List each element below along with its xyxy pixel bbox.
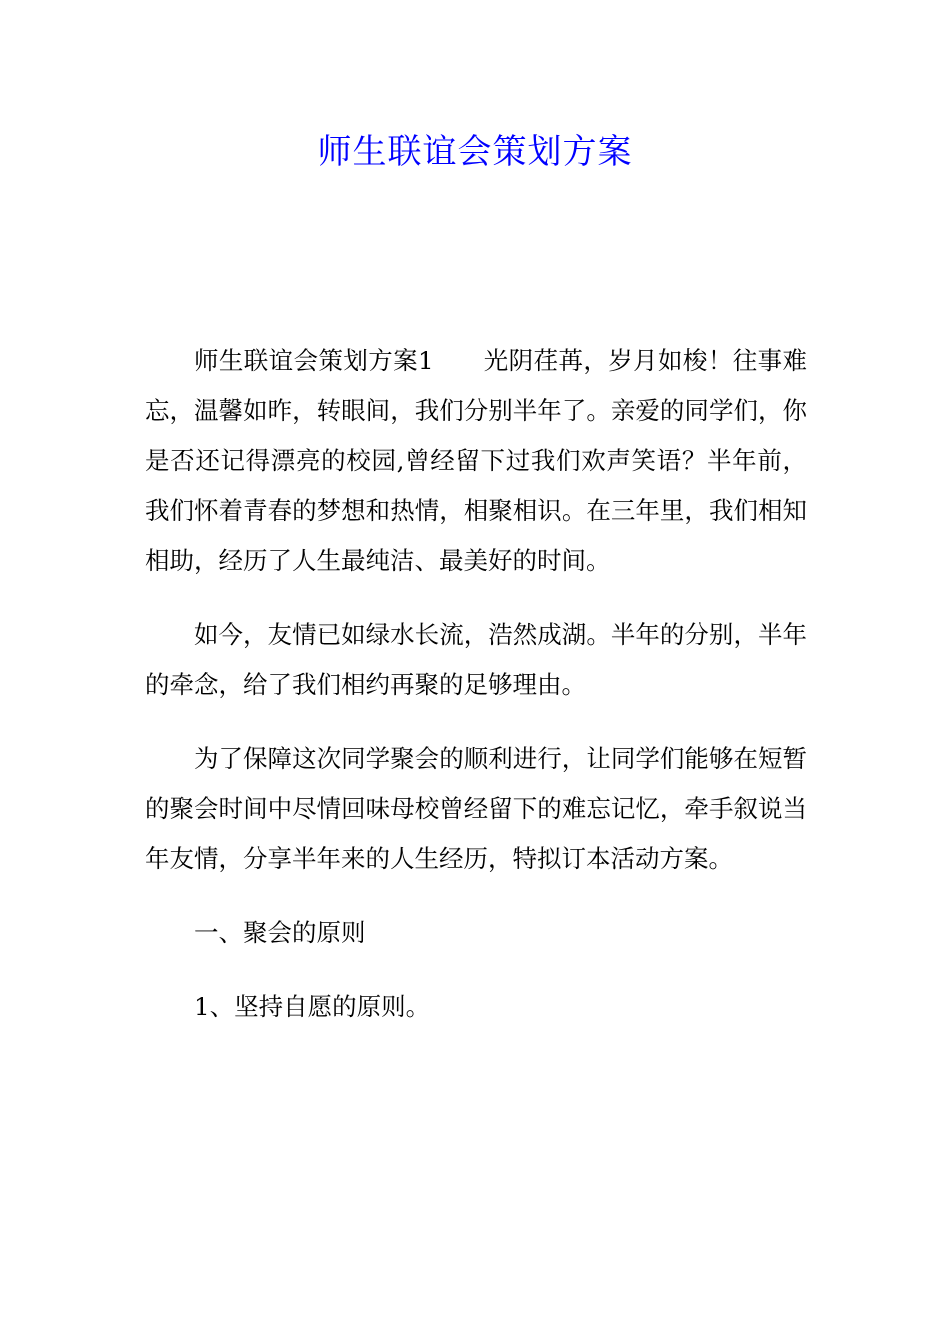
list-item-voluntary: 1、坚持自愿的原则。 bbox=[194, 992, 431, 1021]
section-heading-principles: 一、聚会的原则 bbox=[194, 918, 366, 947]
paragraph-intro: 师生联谊会策划方案1 光阴荏苒，岁月如梭！往事难忘，温馨如昨，转眼间，我们分别半年了。亲爱的同学们，你是否还记得漂亮的校园,曾经留下过我们欢声笑语？半年前，我们怀着青春的梦想和热情，相聚相识。在三年里，我们相知相助，经历了人生最纯洁、最美好的时间。 bbox=[145, 346, 807, 575]
paragraph-purpose: 为了保障这次同学聚会的顺利进行，让同学们能够在短暂的聚会时间中尽情回味母校曾经留下的难忘记忆，牵手叙说当年友情，分享半年来的人生经历，特拟订本活动方案。 bbox=[145, 744, 807, 873]
paragraph-friendship: 如今，友情已如绿水长流，浩然成湖。半年的分别，半年的牵念，给了我们相约再聚的足够理由。 bbox=[145, 620, 807, 699]
document-title: 师生联谊会策划方案 bbox=[317, 132, 633, 172]
document-body bbox=[145, 336, 807, 1056]
